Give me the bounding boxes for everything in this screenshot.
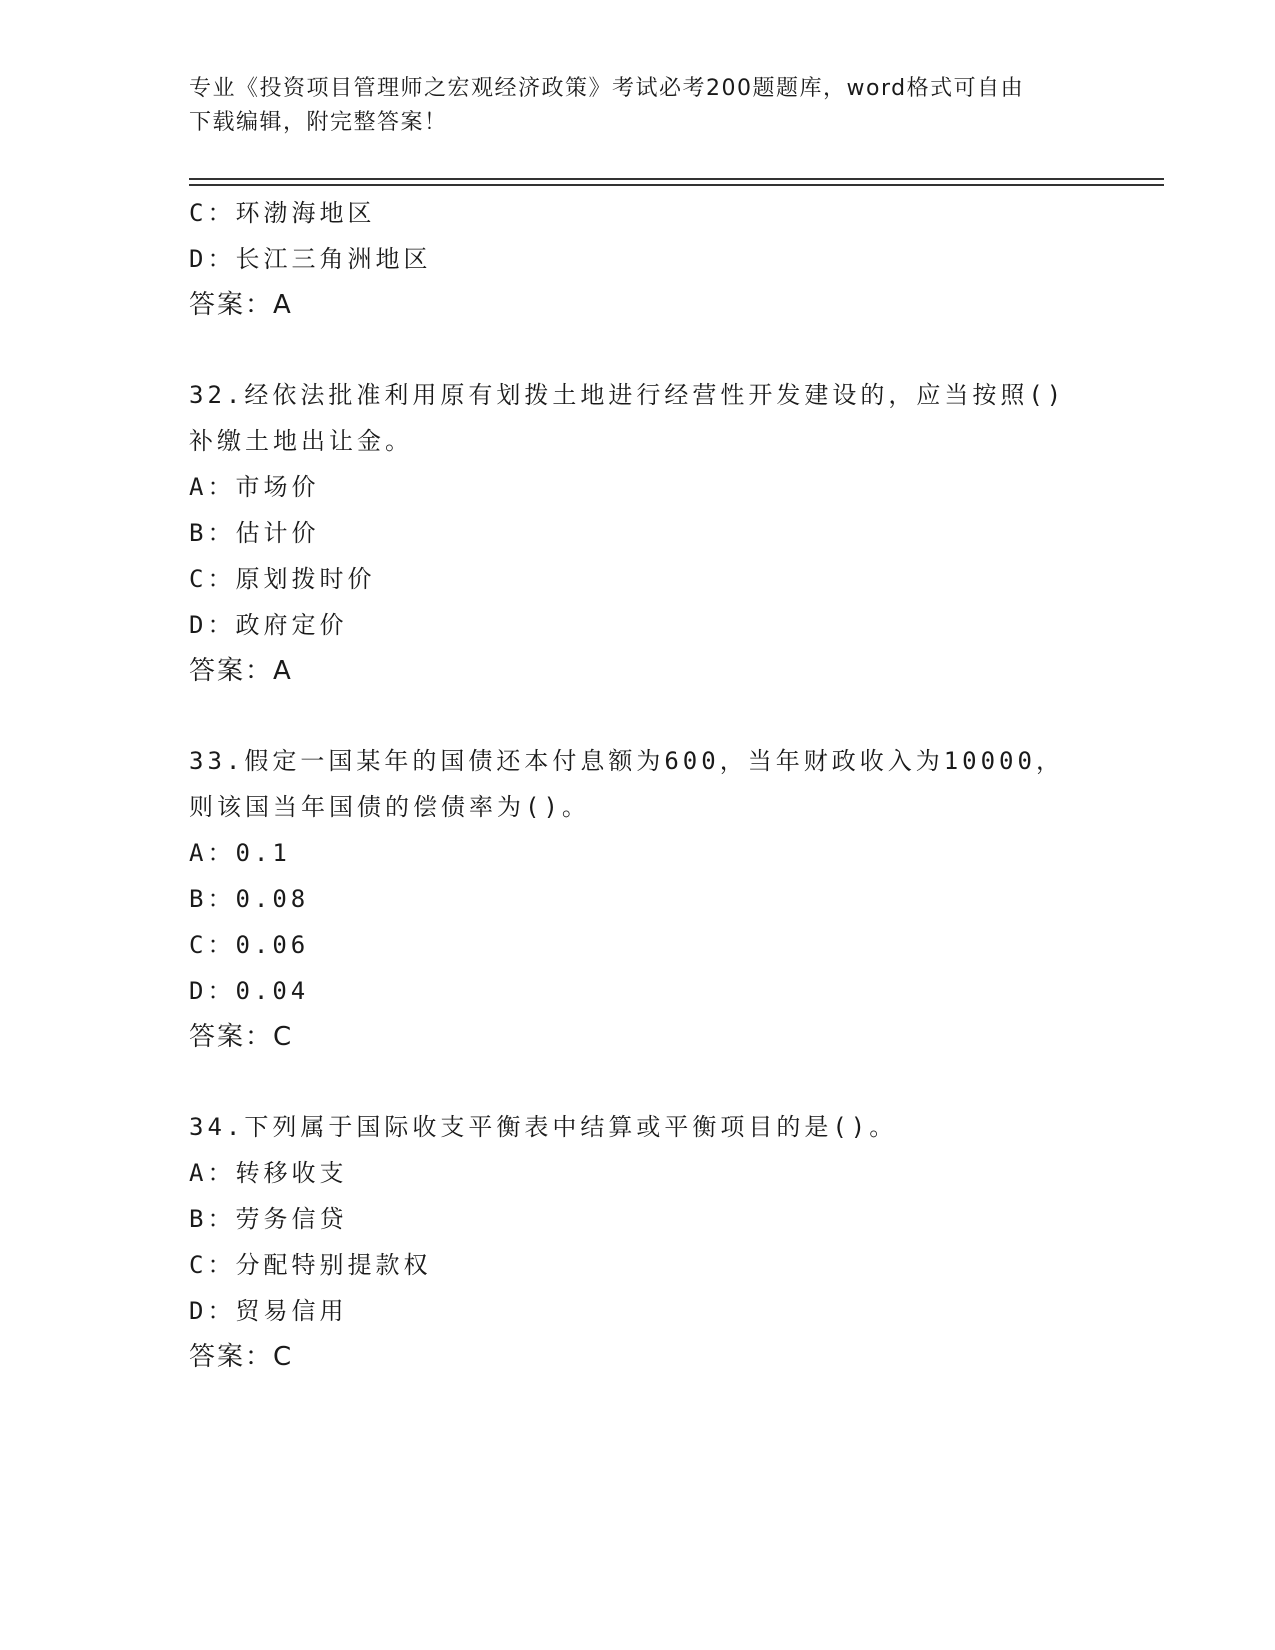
option-c: C：0.06 [189,931,310,959]
answer: 答案：C [189,1022,294,1052]
option-d: D：贸易信用 [189,1297,348,1325]
option-c: C：原划拨时价 [189,565,376,593]
question-stem-line: 32.经依法批准利用原有划拨土地进行经营性开发建设的，应当按照() [189,381,1066,409]
question-33 [189,738,1089,1060]
question-list [189,190,1089,1380]
option-d: D：0.04 [189,977,310,1005]
question-31-partial [189,190,1089,328]
spacer [189,694,1089,738]
option-a: A：0.1 [189,839,291,867]
option-b: B：0.08 [189,885,310,913]
question-stem-line: 34.下列属于国际收支平衡表中结算或平衡项目的是()。 [189,1113,898,1141]
header-line-1: 专业《投资项目管理师之宏观经济政策》考试必考200题题库，word格式可自由 [189,76,1025,101]
option-d: D：长江三角洲地区 [189,245,432,273]
question-stem-line: 则该国当年国债的偿债率为()。 [189,793,590,821]
header-divider-top [189,178,1164,180]
option-b: B：劳务信贷 [189,1205,348,1233]
question-32 [189,372,1089,694]
question-stem [189,372,1079,464]
header-line-2: 下载编辑，附完整答案！ [189,110,448,135]
document-header [189,72,1069,140]
answer: 答案：C [189,1342,294,1372]
answer: 答案：A [189,290,293,320]
header-divider-bottom [189,184,1164,186]
question-stem-line: 补缴土地出让金。 [189,427,413,455]
question-stem [189,738,1079,830]
option-d: D：政府定价 [189,611,348,639]
spacer [189,1060,1089,1104]
option-b: B：估计价 [189,519,320,547]
option-c: C：分配特别提款权 [189,1251,432,1279]
question-stem [189,1104,1079,1150]
spacer [189,328,1089,372]
question-34 [189,1104,1089,1380]
question-stem-line: 33.假定一国某年的国债还本付息额为600，当年财政收入为10000， [189,747,1064,775]
option-a: A：转移收支 [189,1159,348,1187]
option-a: A：市场价 [189,473,320,501]
option-c: C：环渤海地区 [189,199,376,227]
answer: 答案：A [189,656,293,686]
